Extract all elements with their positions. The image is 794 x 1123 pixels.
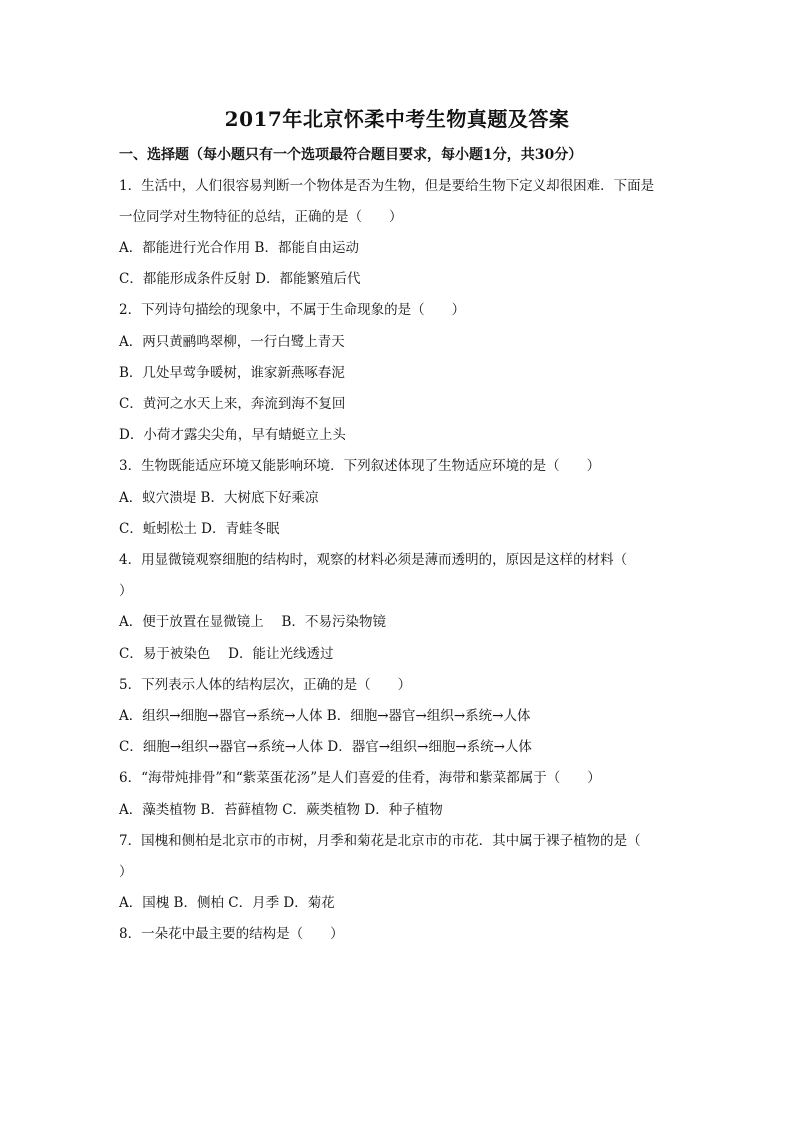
text-line: A．藻类植物 B．苔藓植物 C．蕨类植物 D．种子植物 — [119, 802, 443, 818]
text-line: A．两只黄鹂鸣翠柳，一行白鹭上青天 — [119, 334, 345, 350]
text-line: 5．下列表示人体的结构层次，正确的是（ ） — [119, 677, 412, 693]
text-line: 2．下列诗句描绘的现象中，不属于生命现象的是（ ） — [119, 302, 466, 318]
text-line: C．细胞→组织→器官→系统→人体 D．器官→组织→细胞→系统→人体 — [119, 739, 532, 755]
text-line: C．蚯蚓松土 D．青蛙冬眠 — [119, 521, 280, 537]
text-line: 3．生物既能适应环境又能影响环境．下列叙述体现了生物适应环境的是（ ） — [119, 458, 601, 474]
text-line: C．易于被染色 D．能让光线透过 — [119, 646, 334, 662]
text-line: ） — [119, 583, 133, 599]
text-line: A．都能进行光合作用 B．都能自由运动 — [119, 240, 359, 256]
text-line: B．几处早莺争暖树，谁家新燕啄春泥 — [119, 365, 345, 381]
document-title: 2017年北京怀柔中考生物真题及答案 — [224, 107, 570, 131]
text-line: C．都能形成条件反射 D．都能繁殖后代 — [119, 271, 361, 287]
text-line: A．蚁穴溃堤 B．大树底下好乘凉 — [119, 490, 319, 506]
text-line: A．组织→细胞→器官→系统→人体 B．细胞→器官→组织→系统→人体 — [119, 708, 531, 724]
text-line: 7．国槐和侧柏是北京市的市树，月季和菊花是北京市的市花．其中属于裸子植物的是（ — [119, 833, 641, 849]
text-line: 8．一朵花中最主要的结构是（ ） — [119, 926, 344, 942]
text-line: ） — [119, 864, 133, 880]
text-line: A．国槐 B．侧柏 C．月季 D．菊花 — [119, 895, 335, 911]
text-line: D．小荷才露尖尖角，早有蜻蜓立上头 — [119, 427, 346, 443]
text-line: 一位同学对生物特征的总结，正确的是（ ） — [119, 209, 403, 225]
text-line: C．黄河之水天上来，奔流到海不复回 — [119, 396, 346, 412]
text-line: 6．“海带炖排骨”和“紫菜蛋花汤”是人们喜爱的佳肴，海带和紫菜都属于（ ） — [119, 770, 601, 786]
text-line: 1．生活中，人们很容易判断一个物体是否为生物，但是要给生物下定义却很困难．下面是 — [119, 178, 655, 194]
text-line: A．便于放置在显微镜上 B．不易污染物镜 — [119, 614, 386, 630]
text-line: 4．用显微镜观察细胞的结构时，观察的材料必须是薄而透明的，原因是这样的材料（ — [119, 552, 628, 568]
section-heading: 一、选择题（每小题只有一个选项最符合题目要求，每小题1分，共30分） — [119, 147, 583, 163]
